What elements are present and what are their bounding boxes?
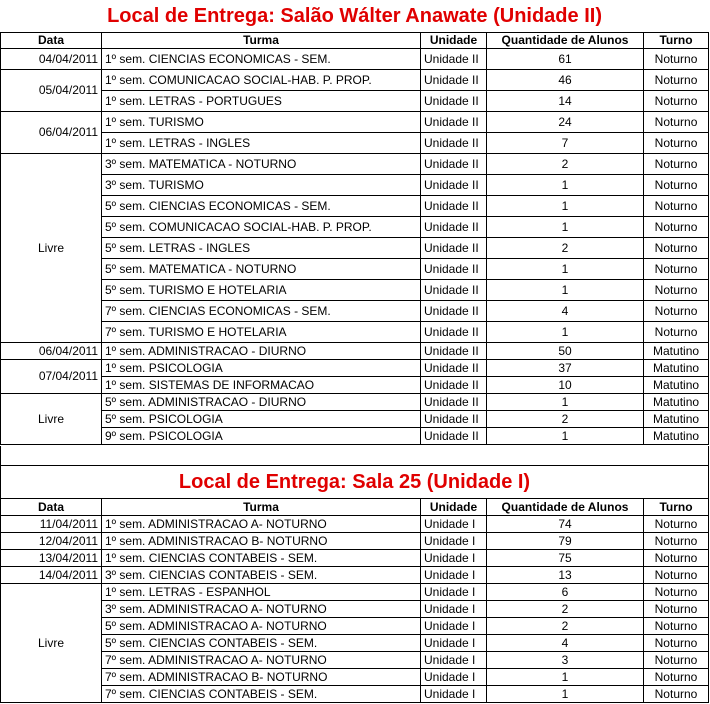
turno-cell: Noturno (644, 300, 709, 321)
turno-cell: Matutino (644, 342, 709, 359)
unidade-cell: Unidade II (421, 279, 487, 300)
turno-cell: Noturno (644, 634, 709, 651)
turma-cell: 5º sem. COMUNICACAO SOCIAL-HAB. P. PROP. (102, 216, 421, 237)
quantidade-cell: 1 (487, 427, 644, 444)
quantidade-cell: 74 (487, 515, 644, 532)
turno-cell: Noturno (644, 48, 709, 69)
turno-cell: Noturno (644, 153, 709, 174)
header-unidade: Unidade (421, 32, 487, 48)
header-turno: Turno (644, 498, 709, 515)
header-unidade: Unidade (421, 498, 487, 515)
unidade-cell: Unidade I (421, 566, 487, 583)
unidade-cell: Unidade II (421, 237, 487, 258)
unidade-cell: Unidade II (421, 69, 487, 90)
turno-cell: Noturno (644, 515, 709, 532)
header-turma: Turma (102, 32, 421, 48)
quantidade-cell: 14 (487, 90, 644, 111)
date-cell: 14/04/2011 (1, 566, 102, 583)
unidade-cell: Unidade I (421, 532, 487, 549)
turma-cell: 1º sem. ADMINISTRACAO B- NOTURNO (102, 532, 421, 549)
turno-cell: Noturno (644, 668, 709, 685)
unidade-cell: Unidade II (421, 195, 487, 216)
turma-cell: 1º sem. ADMINISTRACAO - DIURNO (102, 342, 421, 359)
quantidade-cell: 2 (487, 617, 644, 634)
turma-cell: 5º sem. CIENCIAS CONTABEIS - SEM. (102, 634, 421, 651)
turno-cell: Noturno (644, 216, 709, 237)
turno-cell: Noturno (644, 279, 709, 300)
unidade-cell: Unidade II (421, 90, 487, 111)
turma-cell: 7º sem. CIENCIAS CONTABEIS - SEM. (102, 685, 421, 702)
unidade-cell: Unidade II (421, 410, 487, 427)
date-cell: 11/04/2011 (1, 515, 102, 532)
header-quantidade: Quantidade de Alunos (487, 32, 644, 48)
unidade-cell: Unidade II (421, 174, 487, 195)
turno-cell: Noturno (644, 651, 709, 668)
quantidade-cell: 1 (487, 279, 644, 300)
quantidade-cell: 1 (487, 685, 644, 702)
header-turno: Turno (644, 32, 709, 48)
quantidade-cell: 2 (487, 600, 644, 617)
unidade-cell: Unidade I (421, 617, 487, 634)
unidade-cell: Unidade I (421, 668, 487, 685)
turma-cell: 7º sem. CIENCIAS ECONOMICAS - SEM. (102, 300, 421, 321)
quantidade-cell: 2 (487, 410, 644, 427)
quantidade-cell: 1 (487, 258, 644, 279)
turma-cell: 5º sem. PSICOLOGIA (102, 410, 421, 427)
quantidade-cell: 7 (487, 132, 644, 153)
turno-cell: Noturno (644, 685, 709, 702)
turma-cell: 1º sem. LETRAS - PORTUGUES (102, 90, 421, 111)
unidade-cell: Unidade I (421, 651, 487, 668)
turma-cell: 1º sem. COMUNICACAO SOCIAL-HAB. P. PROP. (102, 69, 421, 90)
quantidade-cell: 1 (487, 195, 644, 216)
unidade-cell: Unidade II (421, 216, 487, 237)
quantidade-cell: 4 (487, 634, 644, 651)
quantidade-cell: 4 (487, 300, 644, 321)
date-cell-livre: Livre (1, 583, 102, 702)
quantidade-cell: 61 (487, 48, 644, 69)
turno-cell: Noturno (644, 600, 709, 617)
quantidade-cell: 2 (487, 237, 644, 258)
quantidade-cell: 50 (487, 342, 644, 359)
date-cell-livre: Livre (1, 393, 102, 444)
turno-cell: Noturno (644, 549, 709, 566)
turno-cell: Noturno (644, 111, 709, 132)
quantidade-cell: 6 (487, 583, 644, 600)
turno-cell: Noturno (644, 237, 709, 258)
unidade-cell: Unidade II (421, 359, 487, 376)
quantidade-cell: 37 (487, 359, 644, 376)
turno-cell: Noturno (644, 132, 709, 153)
unidade-cell: Unidade II (421, 342, 487, 359)
quantidade-cell: 46 (487, 69, 644, 90)
turma-cell: 1º sem. SISTEMAS DE INFORMACAO (102, 376, 421, 393)
turno-cell: Noturno (644, 90, 709, 111)
quantidade-cell: 75 (487, 549, 644, 566)
turno-cell: Noturno (644, 195, 709, 216)
turma-cell: 7º sem. ADMINISTRACAO B- NOTURNO (102, 668, 421, 685)
turma-cell: 5º sem. ADMINISTRACAO A- NOTURNO (102, 617, 421, 634)
turma-cell: 5º sem. LETRAS - INGLES (102, 237, 421, 258)
turno-cell: Noturno (644, 617, 709, 634)
turma-cell: 1º sem. CIENCIAS ECONOMICAS - SEM. (102, 48, 421, 69)
quantidade-cell: 1 (487, 321, 644, 342)
unidade-cell: Unidade II (421, 427, 487, 444)
date-cell: 05/04/2011 (1, 69, 102, 111)
quantidade-cell: 3 (487, 651, 644, 668)
unidade-cell: Unidade II (421, 48, 487, 69)
turma-cell: 1º sem. ADMINISTRACAO A- NOTURNO (102, 515, 421, 532)
date-cell: 06/04/2011 (1, 111, 102, 153)
section-title-unidade-ii: Local de Entrega: Salão Wálter Anawate (Unidade II) (1, 0, 709, 32)
quantidade-cell: 10 (487, 376, 644, 393)
turno-cell: Matutino (644, 359, 709, 376)
turno-cell: Noturno (644, 583, 709, 600)
unidade-cell: Unidade II (421, 153, 487, 174)
section-title-unidade-i: Local de Entrega: Sala 25 (Unidade I) (1, 466, 709, 498)
date-cell: 13/04/2011 (1, 549, 102, 566)
turma-cell: 3º sem. MATEMATICA - NOTURNO (102, 153, 421, 174)
turma-cell: 3º sem. TURISMO (102, 174, 421, 195)
turma-cell: 1º sem. CIENCIAS CONTABEIS - SEM. (102, 549, 421, 566)
turma-cell: 5º sem. ADMINISTRACAO - DIURNO (102, 393, 421, 410)
quantidade-cell: 1 (487, 174, 644, 195)
turma-cell: 5º sem. MATEMATICA - NOTURNO (102, 258, 421, 279)
turma-cell: 3º sem. ADMINISTRACAO A- NOTURNO (102, 600, 421, 617)
date-cell-livre: Livre (1, 153, 102, 342)
unidade-cell: Unidade II (421, 132, 487, 153)
date-cell: 07/04/2011 (1, 359, 102, 393)
unidade-cell: Unidade I (421, 634, 487, 651)
unidade-cell: Unidade I (421, 685, 487, 702)
delivery-table-unidade-i (0, 466, 709, 703)
unidade-cell: Unidade II (421, 376, 487, 393)
unidade-cell: Unidade I (421, 549, 487, 566)
date-cell: 06/04/2011 (1, 342, 102, 359)
quantidade-cell: 13 (487, 566, 644, 583)
turma-cell: 9º sem. PSICOLOGIA (102, 427, 421, 444)
unidade-cell: Unidade II (421, 258, 487, 279)
unidade-cell: Unidade II (421, 321, 487, 342)
turma-cell: 3º sem. CIENCIAS CONTABEIS - SEM. (102, 566, 421, 583)
unidade-cell: Unidade I (421, 583, 487, 600)
turma-cell: 7º sem. TURISMO E HOTELARIA (102, 321, 421, 342)
header-quantidade: Quantidade de Alunos (487, 498, 644, 515)
unidade-cell: Unidade I (421, 600, 487, 617)
turno-cell: Noturno (644, 321, 709, 342)
date-cell: 12/04/2011 (1, 532, 102, 549)
unidade-cell: Unidade II (421, 393, 487, 410)
turno-cell: Matutino (644, 410, 709, 427)
quantidade-cell: 24 (487, 111, 644, 132)
quantidade-cell: 79 (487, 532, 644, 549)
turma-cell: 5º sem. TURISMO E HOTELARIA (102, 279, 421, 300)
turno-cell: Noturno (644, 69, 709, 90)
date-cell: 04/04/2011 (1, 48, 102, 69)
turma-cell: 1º sem. LETRAS - INGLES (102, 132, 421, 153)
header-turma: Turma (102, 498, 421, 515)
turno-cell: Noturno (644, 174, 709, 195)
turno-cell: Noturno (644, 566, 709, 583)
quantidade-cell: 1 (487, 668, 644, 685)
unidade-cell: Unidade I (421, 515, 487, 532)
turno-cell: Noturno (644, 258, 709, 279)
unidade-cell: Unidade II (421, 300, 487, 321)
header-data: Data (1, 32, 102, 48)
unidade-cell: Unidade II (421, 111, 487, 132)
turma-cell: 1º sem. PSICOLOGIA (102, 359, 421, 376)
quantidade-cell: 1 (487, 393, 644, 410)
quantidade-cell: 1 (487, 216, 644, 237)
header-data: Data (1, 498, 102, 515)
turno-cell: Matutino (644, 393, 709, 410)
turma-cell: 1º sem. LETRAS - ESPANHOL (102, 583, 421, 600)
quantidade-cell: 2 (487, 153, 644, 174)
section-divider (0, 446, 709, 466)
turma-cell: 1º sem. TURISMO (102, 111, 421, 132)
turno-cell: Noturno (644, 532, 709, 549)
turno-cell: Matutino (644, 427, 709, 444)
turno-cell: Matutino (644, 376, 709, 393)
turma-cell: 7º sem. ADMINISTRACAO A- NOTURNO (102, 651, 421, 668)
turma-cell: 5º sem. CIENCIAS ECONOMICAS - SEM. (102, 195, 421, 216)
